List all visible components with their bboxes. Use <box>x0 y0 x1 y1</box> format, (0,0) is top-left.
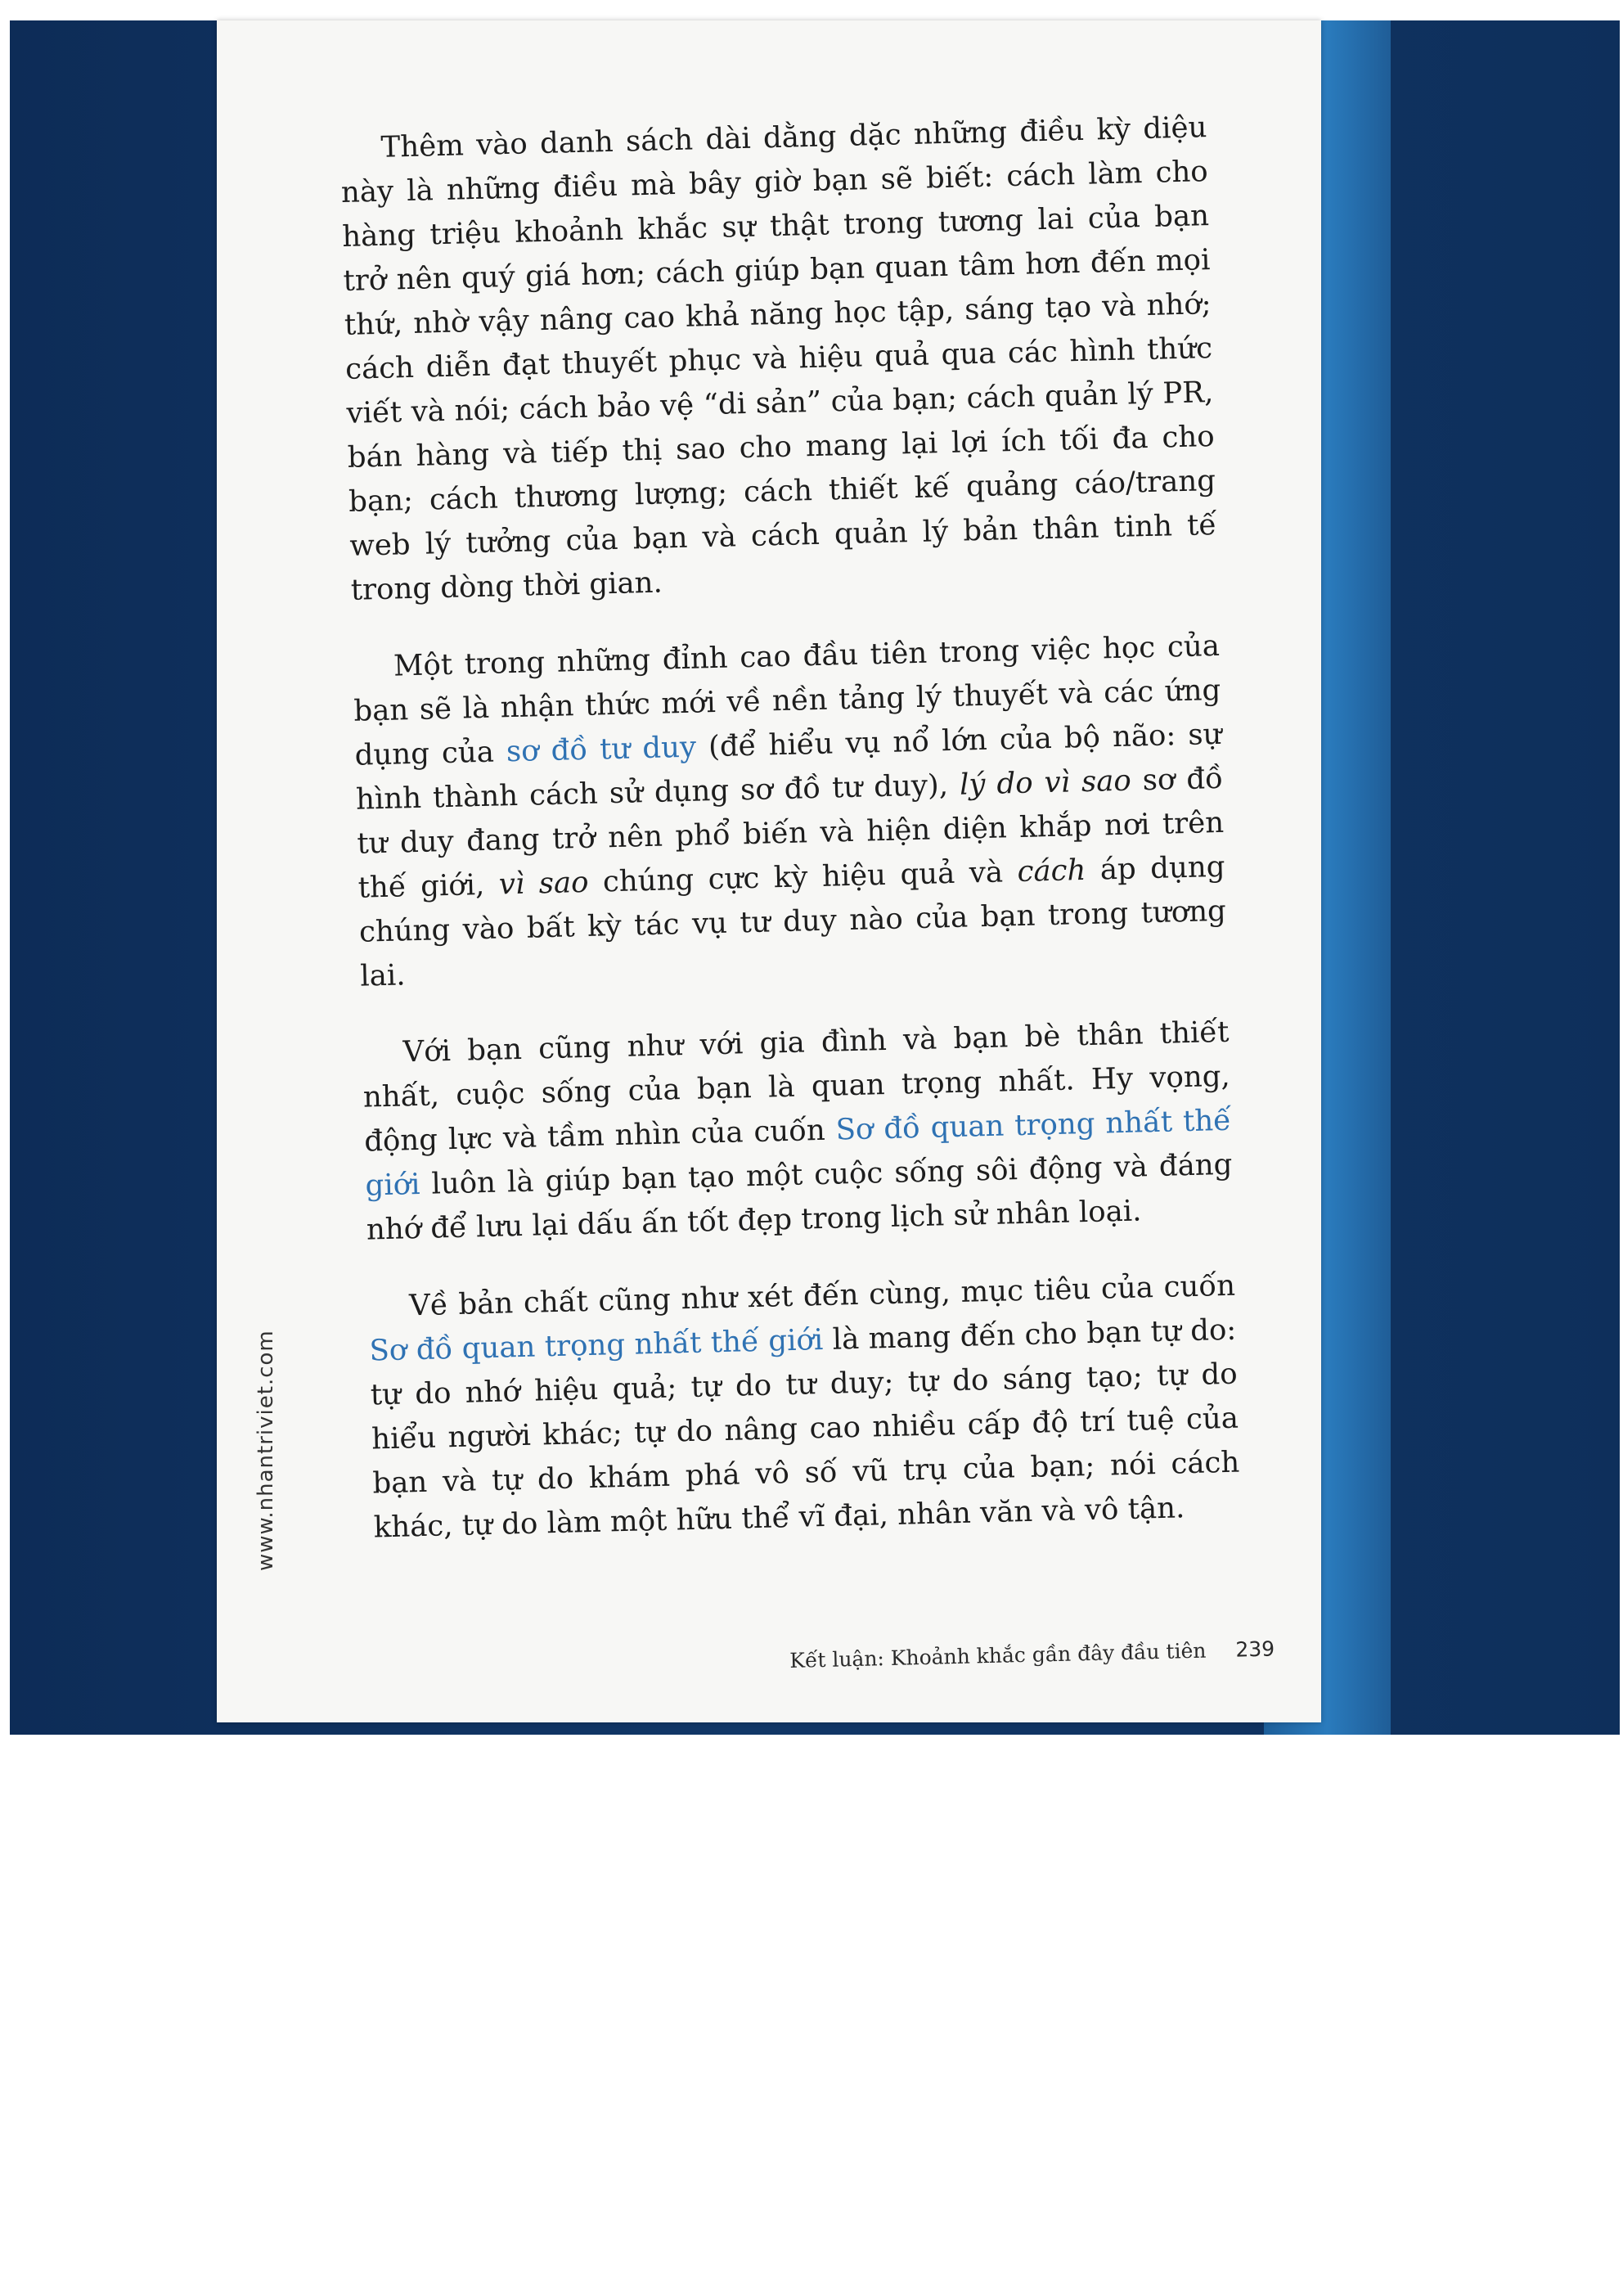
italic-why: lý do vì sao <box>959 763 1132 802</box>
italic-how: cách <box>1017 853 1086 889</box>
italic-why-2: vì sao <box>498 865 589 902</box>
paragraph-2-text-3: sơ đồ tư duy đang trở nên phổ biến và hiện diện khắp nơi trên thế giới, <box>356 761 1225 905</box>
paragraph-3 <box>362 1011 1234 1253</box>
paragraph-3-text-2: luôn là giúp bạn tạo một cuộc sống sôi động và đáng nhớ để lưu lại dấu ấn tốt đẹp trong lịch sử nhân loại. <box>366 1147 1233 1247</box>
paragraph-4-text-1: Về bản chất cũng như xét đến cùng, mục tiêu của cuốn <box>408 1268 1236 1323</box>
highlight-mind-map: sơ đồ tư duy <box>506 730 697 769</box>
paragraph-2 <box>352 624 1227 999</box>
paragraph-1: Thêm vào danh sách dài dằng dặc những điều kỳ diệu này là những điều mà bây giờ bạn sẽ biết: cách làm cho hàng triệu khoảnh khắc sự thật trong tương lai của bạn trở nên quý giá hơn; cách giúp bạn quan tâm hơn đến mọi thứ, nhờ vậy nâng cao khả năng học tập, sáng tạo và nhớ; cách diễn đạt thuyết phục và hiệu quả qua các hình thức viết và nói; cách bảo vệ “di sản” của bạn; cách quản lý PR, bán hàng và tiếp thị sao cho mang lại lợi ích tối đa cho bạn; cách thương lượng; cách thiết kế quảng cáo/trang web lý tưởng của bạn và cách quản lý bản thân tinh tế trong dòng thời gian. <box>340 110 1217 607</box>
running-footer-title: Kết luận: Khoảnh khắc gần đây đầu tiên <box>789 1638 1207 1672</box>
publisher-url: www.nhantriviet.com <box>254 1330 278 1571</box>
paragraph-4-text-2: là mang đến cho bạn tự do: tự do nhớ hiệu quả; tự do tư duy; tự do sáng tạo; tự do hiểu người khác; tự do nâng cao nhiều cấp độ trí tuệ của bạn và tự do khám phá vô số vũ trụ của bạn; nói cách khác, tự do làm một hữu thể vĩ đại, nhân văn và vô tận. <box>370 1312 1240 1545</box>
paragraph-3-text-1: Với bạn cũng như với gia đình và bạn bè thân thiết nhất, cuộc sống của bạn là quan trọng nhất. Hy vọng, động lực và tầm nhìn của cuốn <box>362 1015 1231 1159</box>
paragraph-4 <box>368 1264 1242 1551</box>
page-number: 239 <box>1235 1636 1275 1662</box>
paragraph-2-text-2: (để hiểu vụ nổ lớn của bộ não: sự hình thành cách sử dụng sơ đồ tư duy), <box>355 717 1222 817</box>
page-body <box>339 106 1242 1582</box>
paragraph-2-text-5: áp dụng chúng vào bất kỳ tác vụ tư duy nào của bạn trong tương lai. <box>358 849 1227 993</box>
book-page <box>217 20 1321 1722</box>
paragraph-2-text-1: Một trong những đỉnh cao đầu tiên trong việc học của bạn sẽ là nhận thức mới về nền tảng lý thuyết và các ứng dụng của <box>353 628 1221 772</box>
highlight-book-title-2: Sơ đồ quan trọng nhất thế giới <box>369 1323 824 1368</box>
paragraph-2-text-4: chúng cực kỳ hiệu quả và <box>587 855 1018 899</box>
highlight-book-title: Sơ đồ quan trọng nhất thế giới <box>365 1103 1232 1203</box>
